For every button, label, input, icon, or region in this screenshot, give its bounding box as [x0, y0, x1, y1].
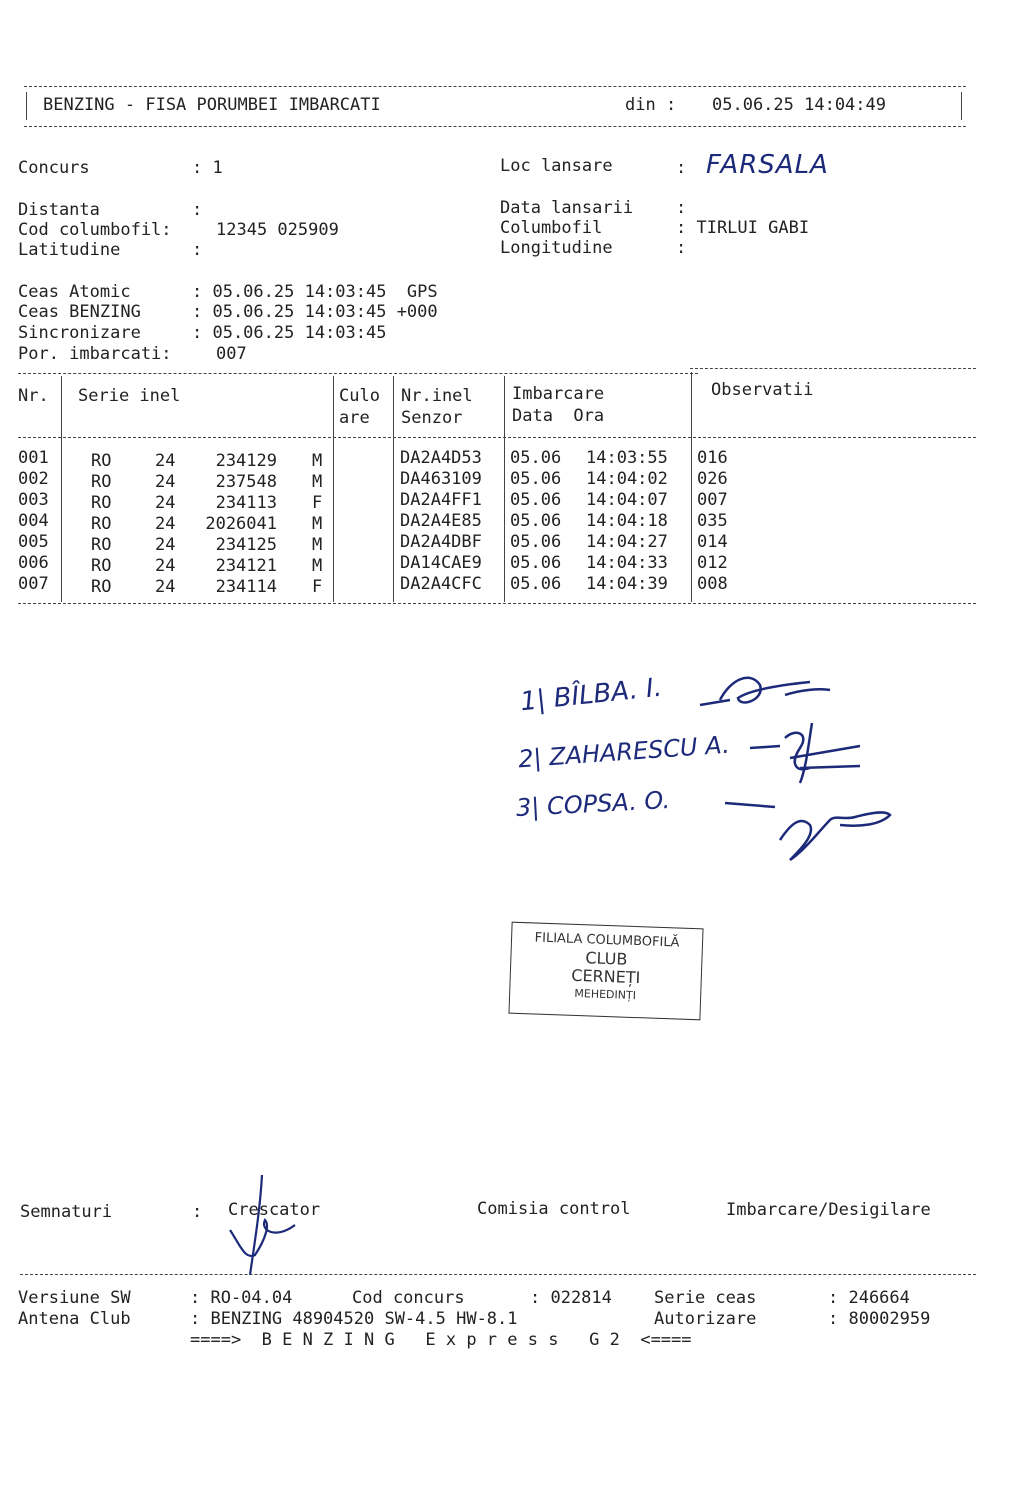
signature-3-image [720, 785, 900, 870]
cod-columbofil-label: Cod columbofil: [18, 220, 172, 240]
cell-inel: 237548 [215, 472, 277, 492]
stamp-line-4: MEHEDINȚI [574, 986, 637, 1003]
autorizare-label: Autorizare [654, 1309, 757, 1329]
distanta-value: : [192, 200, 203, 220]
cell-ora: 14:04:18 [586, 511, 668, 531]
table-header-rule [18, 437, 976, 438]
data-lansarii-value: : [676, 198, 687, 218]
loc-lansare-label: Loc lansare [500, 156, 613, 176]
table-bottom-rule [18, 603, 976, 604]
header-culoare-2: are [339, 408, 370, 428]
por-imbarcati-label: Por. imbarcati: [18, 344, 172, 364]
header-imbarcare-1: Imbarcare [512, 384, 605, 404]
longitudine-value: : [676, 238, 687, 258]
cell-observatii: 007 [697, 490, 728, 510]
sincronizare-value: : 05.06.25 14:03:45 [192, 323, 387, 343]
cell-an: 24 [155, 472, 176, 492]
cell-observatii: 016 [697, 448, 728, 468]
cell-data: 05.06 [510, 574, 562, 594]
cell-tara: RO [91, 556, 112, 576]
cell-an: 24 [155, 514, 176, 534]
versiune-sw-value: : RO-04.04 [190, 1288, 293, 1308]
cell-ora: 14:04:27 [586, 532, 668, 552]
imbarcare-desigilare-label: Imbarcare/Desigilare [726, 1200, 931, 1220]
cod-columbofil-value: 12345 025909 [216, 220, 339, 240]
table-top-rule-obs [690, 368, 976, 369]
longitudine-label: Longitudine [500, 238, 613, 258]
cell-nr: 004 [18, 511, 49, 531]
cell-tara: RO [91, 472, 112, 492]
concurs-label: Concurs [18, 158, 90, 178]
ceas-benzing-value: : 05.06.25 14:03:45 +000 [192, 302, 438, 322]
handwritten-line-1: 1| BÎLBA. I. [518, 672, 664, 718]
cell-nr: 003 [18, 490, 49, 510]
cell-observatii: 035 [697, 511, 728, 531]
col-sep-serie [333, 376, 334, 602]
cell-data: 05.06 [510, 490, 562, 510]
cell-senzor: DA463109 [400, 469, 482, 489]
header-imbarcare-2: Data Ora [512, 406, 605, 426]
cell-nr: 006 [18, 553, 49, 573]
ceas-atomic-value: : 05.06.25 14:03:45 GPS [192, 282, 438, 302]
cell-tara: RO [91, 493, 112, 513]
cell-sex: M [312, 535, 323, 555]
cell-tara: RO [91, 535, 112, 555]
cell-senzor: DA14CAE9 [400, 553, 482, 573]
cell-inel: 234129 [215, 451, 277, 471]
cell-ora: 14:04:02 [586, 469, 668, 489]
cell-senzor: DA2A4E85 [400, 511, 482, 531]
cell-data: 05.06 [510, 448, 562, 468]
versiune-sw-label: Versiune SW [18, 1288, 131, 1308]
crescator-signature-image [210, 1170, 310, 1280]
antena-club-label: Antena Club [18, 1309, 131, 1329]
header-nrinel-2: Senzor [401, 408, 463, 428]
benzing-banner: ====> B E N Z I N G E x p r e s s G 2 <==== [190, 1330, 692, 1350]
cell-ora: 14:04:33 [586, 553, 668, 573]
cell-an: 24 [155, 493, 176, 513]
stamp-line-2: CLUB [585, 948, 628, 969]
crescator-label: Crescator [228, 1200, 321, 1220]
cell-observatii: 014 [697, 532, 728, 552]
cell-data: 05.06 [510, 532, 562, 552]
col-sep-senzor [504, 376, 505, 602]
stamp-line-3: CERNEȚI [571, 965, 641, 988]
cell-nr: 005 [18, 532, 49, 552]
serie-ceas-label: Serie ceas [654, 1288, 757, 1308]
cell-tara: RO [91, 514, 112, 534]
club-stamp [508, 922, 703, 1021]
columbofil-label: Columbofil [500, 218, 603, 238]
cell-inel: 234125 [215, 535, 277, 555]
columbofil-value: : TIRLUI GABI [676, 218, 810, 238]
cell-senzor: DA2A4DBF [400, 532, 482, 552]
col-sep-culoare [393, 376, 394, 602]
latitudine-label: Latitudine [18, 240, 121, 260]
header-bottom-rule [24, 126, 966, 127]
antena-club-value: : BENZING 48904520 SW-4.5 HW-8.1 [190, 1309, 518, 1329]
cell-inel: 2026041 [205, 514, 277, 534]
ceas-atomic-label: Ceas Atomic [18, 282, 131, 302]
cell-sex: F [312, 577, 323, 597]
signature-2-image [740, 718, 890, 788]
por-imbarcati-value: 007 [216, 344, 247, 364]
concurs-value: : 1 [192, 158, 223, 178]
cod-concurs-label: Cod concurs [352, 1288, 465, 1308]
cell-observatii: 026 [697, 469, 728, 489]
sincronizare-label: Sincronizare [18, 323, 141, 343]
cell-observatii: 012 [697, 553, 728, 573]
header-serie-inel: Serie inel [78, 386, 181, 406]
cell-senzor: DA2A4FF1 [400, 490, 482, 510]
cell-an: 24 [155, 577, 176, 597]
handwritten-line-3: 3| COPSA. O. [515, 785, 671, 823]
ceas-benzing-label: Ceas BENZING [18, 302, 141, 322]
cod-concurs-value: : 022814 [530, 1288, 612, 1308]
data-lansarii-label: Data lansarii [500, 198, 634, 218]
cell-nr: 002 [18, 469, 49, 489]
cell-nr: 007 [18, 574, 49, 594]
signature-1-image [690, 660, 840, 720]
header-date-label: din : [625, 95, 677, 115]
cell-sex: M [312, 472, 323, 492]
distanta-label: Distanta [18, 200, 100, 220]
stamp-line-1: FILIALA COLUMBOFILĂ [534, 930, 680, 951]
cell-sex: F [312, 493, 323, 513]
cell-ora: 14:04:39 [586, 574, 668, 594]
header-left-edge [26, 92, 27, 120]
table-top-rule [18, 373, 698, 374]
cell-senzor: DA2A4D53 [400, 448, 482, 468]
semnaturi-sep: : [192, 1202, 203, 1222]
cell-observatii: 008 [697, 574, 728, 594]
cell-ora: 14:04:07 [586, 490, 668, 510]
loc-lansare-sep: : [676, 158, 687, 178]
header-nrinel-1: Nr.inel [401, 386, 473, 406]
cell-sex: M [312, 451, 323, 471]
cell-sex: M [312, 556, 323, 576]
header-observatii: Observatii [711, 380, 814, 400]
cell-nr: 001 [18, 448, 49, 468]
cell-data: 05.06 [510, 553, 562, 573]
cell-inel: 234113 [215, 493, 277, 513]
cell-tara: RO [91, 577, 112, 597]
cell-data: 05.06 [510, 469, 562, 489]
cell-an: 24 [155, 535, 176, 555]
loc-lansare-value: FARSALA [706, 150, 829, 180]
header-title: BENZING - FISA PORUMBEI IMBARCATI [43, 95, 381, 115]
handwritten-line-2: 2| ZAHARESCU A. [517, 730, 731, 774]
latitudine-value: : [192, 240, 203, 260]
footer-rule [20, 1274, 976, 1275]
col-sep-imbarcare [691, 372, 692, 602]
header-culoare-1: Culo [339, 386, 380, 406]
cell-data: 05.06 [510, 511, 562, 531]
cell-inel: 234114 [215, 577, 277, 597]
header-nr: Nr. [18, 386, 49, 406]
autorizare-value: : 80002959 [828, 1309, 931, 1329]
header-date-value: 05.06.25 14:04:49 [712, 95, 886, 115]
header-top-rule [24, 86, 966, 87]
cell-an: 24 [155, 451, 176, 471]
cell-an: 24 [155, 556, 176, 576]
cell-ora: 14:03:55 [586, 448, 668, 468]
cell-senzor: DA2A4CFC [400, 574, 482, 594]
comisia-label: Comisia control [477, 1199, 631, 1219]
serie-ceas-value: : 246664 [828, 1288, 910, 1308]
cell-inel: 234121 [215, 556, 277, 576]
header-right-edge [961, 92, 962, 120]
cell-tara: RO [91, 451, 112, 471]
cell-sex: M [312, 514, 323, 534]
col-sep-nr [61, 376, 62, 602]
semnaturi-label: Semnaturi [20, 1202, 113, 1222]
